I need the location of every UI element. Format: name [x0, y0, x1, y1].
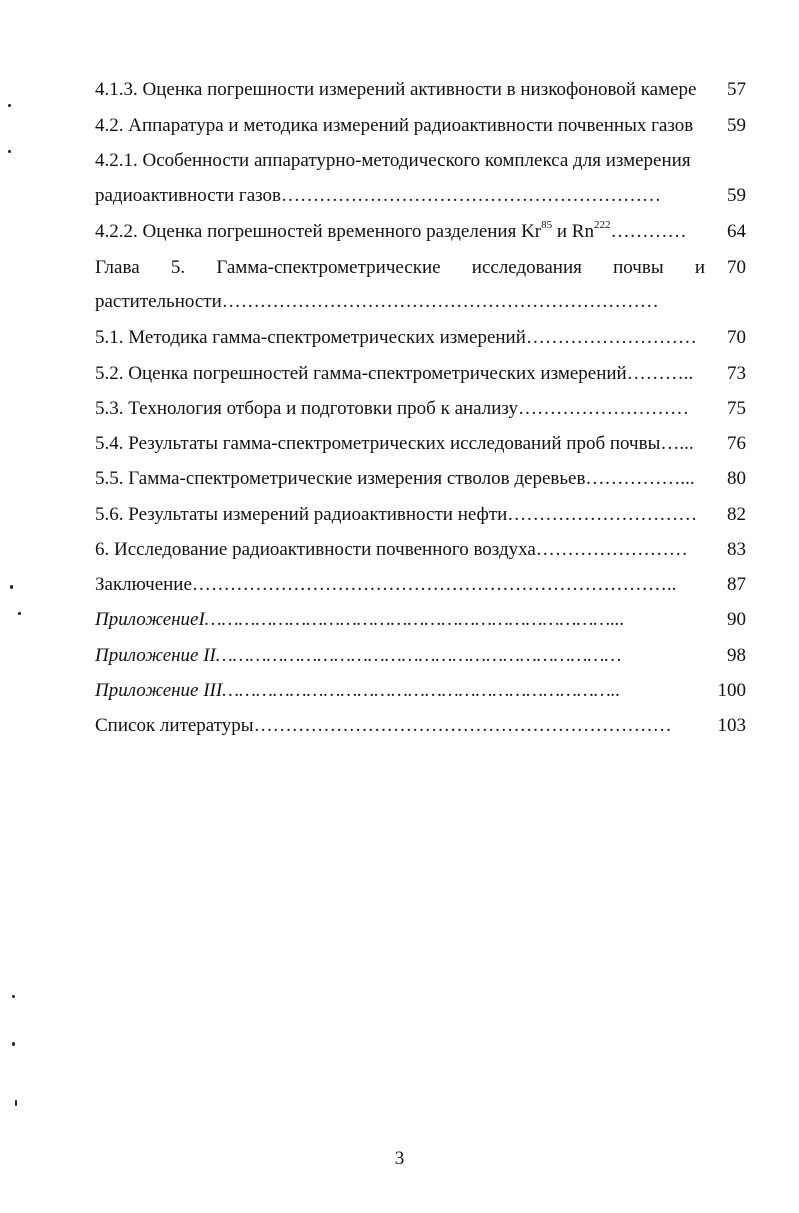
- toc-entry-page: 57: [727, 79, 746, 100]
- toc-entry: [95, 432, 750, 456]
- toc-entry-page: 64: [727, 221, 746, 242]
- toc-entry: [95, 184, 750, 208]
- toc-entry-page: 80: [727, 468, 746, 489]
- scan-speck: [12, 1042, 15, 1046]
- toc-entry-title: [95, 256, 705, 280]
- toc-word: и: [694, 257, 705, 278]
- toc-entry-title: [95, 220, 686, 244]
- toc-entry-title: 5.1. Методика гамма-спектрометрических измерений………………………: [95, 327, 697, 348]
- scan-speck: [15, 1100, 17, 1106]
- toc-entry: [95, 714, 750, 738]
- toc-entry-title: 4.2.1. Особенности аппаратурно-методического комплекса для измерения: [95, 150, 691, 171]
- toc-entry: [95, 149, 750, 173]
- toc-entry: [95, 608, 750, 632]
- toc-entry-title: радиоактивности газов……………………………………………………: [95, 185, 662, 206]
- toc-word: 5.: [170, 257, 186, 278]
- toc-entry: [95, 220, 750, 244]
- toc-word: Гамма-спектрометрические: [216, 257, 441, 278]
- scan-speck: [12, 995, 15, 998]
- toc-entry: [95, 644, 750, 668]
- toc-entry-title: 5.4. Результаты гамма-спектрометрических исследований проб почвы…...: [95, 433, 694, 454]
- toc-entry-page: 70: [727, 327, 746, 348]
- toc-entry-page: 100: [717, 680, 746, 701]
- toc-entry-title: 5.5. Гамма-спектрометрические измерения стволов деревьев……………...: [95, 468, 695, 489]
- toc-entry-text: и Rn: [552, 221, 594, 242]
- toc-entry-title: 4.1.3. Оценка погрешности измерений активности в низкофоновой камере: [95, 79, 697, 100]
- toc-word: исследования: [471, 257, 582, 278]
- toc-entry-page: 103: [717, 715, 746, 736]
- page-number: 3: [394, 1148, 405, 1169]
- toc-entry-page: 59: [727, 115, 746, 136]
- toc-entry-title: 5.2. Оценка погрешностей гамма-спектрометрических измерений………..: [95, 363, 694, 384]
- toc-word: Глава: [95, 257, 140, 278]
- toc-entry-title: 5.3. Технология отбора и подготовки проб к анализу………………………: [95, 398, 690, 419]
- isotope-superscript: 85: [541, 218, 553, 231]
- scan-speck: [18, 612, 21, 615]
- toc-entry-page: 75: [727, 398, 746, 419]
- scan-speck: [10, 585, 13, 589]
- toc-entry-title: 6. Исследование радиоактивности почвенного воздуха……………………: [95, 539, 688, 560]
- toc-entry-title: Приложение II………………………………………………………………: [95, 645, 622, 666]
- toc-entry: [95, 362, 750, 386]
- toc-entry-page: 70: [727, 257, 746, 278]
- toc-entry: [95, 397, 750, 421]
- toc-entry: [95, 114, 750, 138]
- toc-entry-title: Список литературы…………………………………………………………: [95, 715, 672, 736]
- toc-entry-title: растительности……………………………………………………………: [95, 291, 659, 312]
- scan-speck: [8, 150, 11, 153]
- toc-entry-title: Заключение…………………………………………………………………..: [95, 574, 677, 595]
- toc-leader-dots: …………: [610, 221, 687, 242]
- toc-entry: [95, 256, 750, 280]
- toc-entry-page: 90: [727, 609, 746, 630]
- toc-entry-title: Приложение III……………………………………………………………..: [95, 680, 621, 701]
- toc-entry-page: 83: [727, 539, 746, 560]
- toc-entry: [95, 290, 750, 314]
- scan-speck: [8, 104, 11, 107]
- toc-entry-page: 76: [727, 433, 746, 454]
- toc-entry-page: 73: [727, 363, 746, 384]
- toc-entry-page: 87: [727, 574, 746, 595]
- toc-entry-page: 98: [727, 645, 746, 666]
- toc-word: почвы: [613, 257, 664, 278]
- toc-entry-title: ПриложениеI………………………………………………………………...: [95, 609, 625, 630]
- toc-entry: [95, 503, 750, 527]
- toc-entry: [95, 78, 750, 102]
- toc-entry: [95, 538, 750, 562]
- toc-entry-title: 4.2. Аппаратура и методика измерений радиоактивности почвенных газов: [95, 115, 694, 136]
- toc-entry-text: 4.2.2. Оценка погрешностей временного разделения Kr: [95, 221, 542, 242]
- toc-entry-title: 5.6. Результаты измерений радиоактивности нефти…………………………: [95, 504, 698, 525]
- toc-entry-page: 59: [727, 185, 746, 206]
- toc-entry: [95, 679, 750, 703]
- toc-entry: [95, 573, 750, 597]
- isotope-superscript: 222: [593, 218, 611, 231]
- toc-entry: [95, 326, 750, 350]
- toc-entry: [95, 467, 750, 491]
- toc-entry-page: 82: [727, 504, 746, 525]
